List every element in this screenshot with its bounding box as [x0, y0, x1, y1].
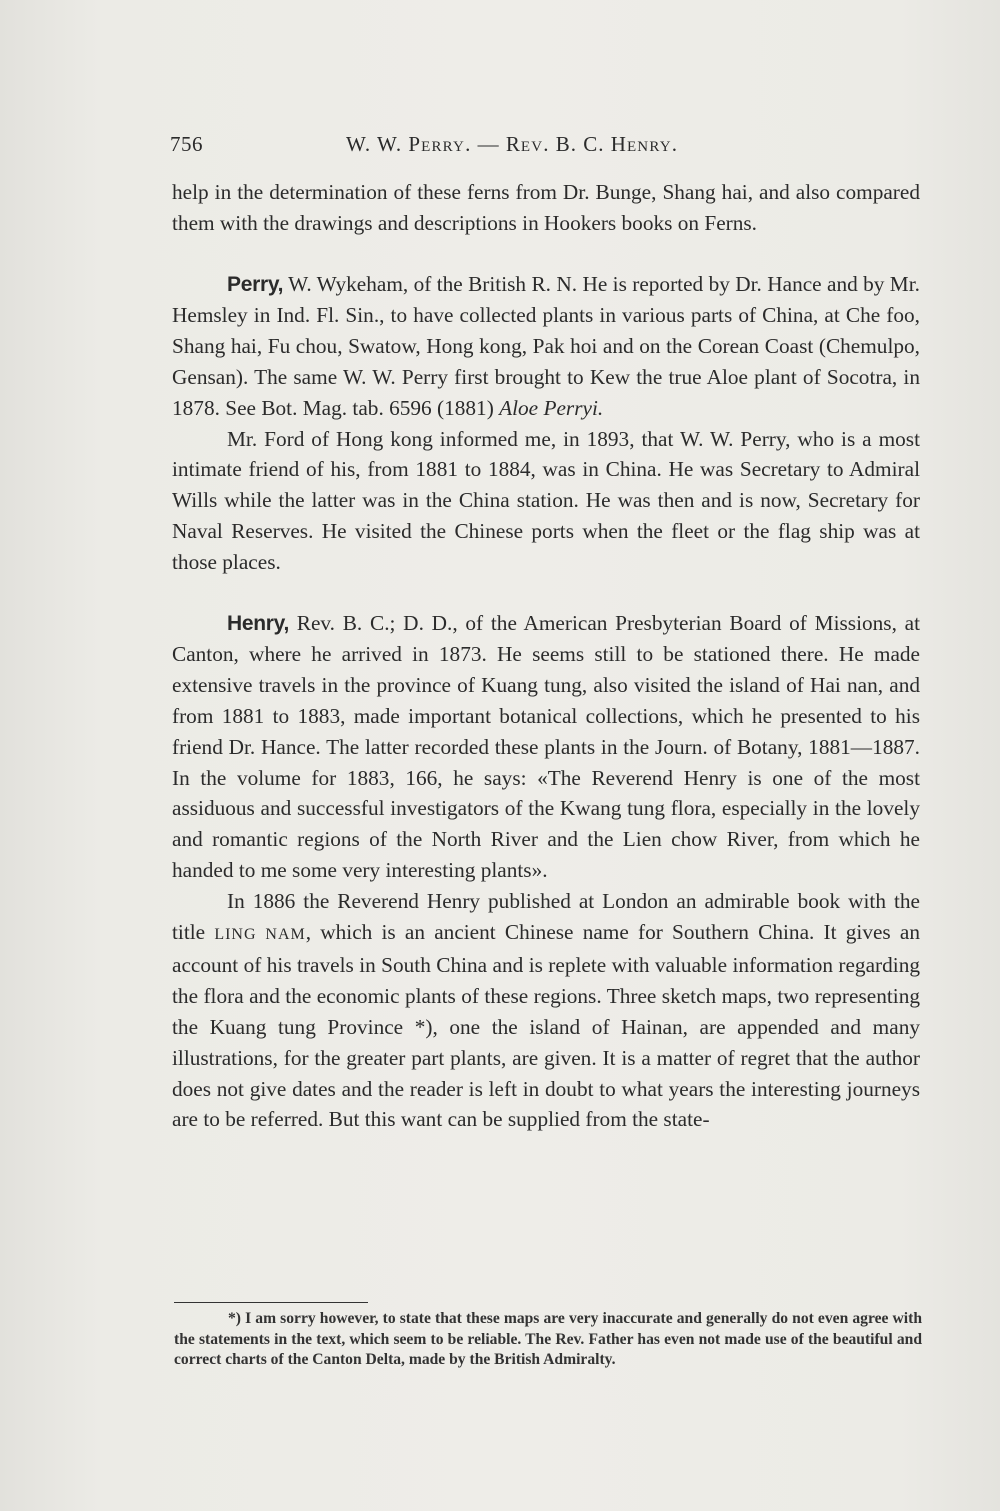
entry-name-henry: Henry,	[227, 611, 289, 635]
entry-name-perry: Perry,	[227, 272, 284, 296]
page-header	[170, 132, 922, 162]
paragraph-ling-nam: In 1886 the Reverend Henry published at London an admirable book with the title LING NAM, which is an ancient Chinese name for Southern China. It gives an account of his travels in South China and is replete with valuable information regarding the flora and the economic plants of these regions. Three sketch maps, two representing the Kuang tung Province *), one the island of Hainan, are appended and many illustrations, for the greater part plants, are given. It is a matter of regret that the author does not give dates and the reader is left in doubt to what years the interesting journeys are to be referred. But this want can be supplied from the state-	[172, 888, 921, 1132]
body-text	[172, 177, 920, 1135]
footnote-divider	[174, 1302, 368, 1303]
paragraph-ford: Mr. Ford of Hong kong informed me, in 1893, that W. W. Perry, who is a most intimate friend of his, from 1881 to 1884, was in China. He was Secretary to Admiral Wills while the latter was in the China station. He was then and is now, Secretary for Naval Reserves. He visited the Chinese ports when the fleet or the flag ship was at those places.	[172, 426, 920, 574]
entry-perry: Perry, W. Wykeham, of the British R. N. He is reported by Dr. Hance and by Mr. Hemsley in Ind. Fl. Sin., to have collected plants in various parts of China, at Che foo, Shang hai, Fu chou, Swatow, Hong kong, Pak hoi and on the Corean Coast (Chemulpo, Gensan). The same W. W. Perry first brought to Kew the true Aloe plant of Socotra, in 1878. See Bot. Mag. tab. 6596 (1881) Aloe Perryi.	[172, 271, 920, 420]
entry-henry: Henry, Rev. B. C.; D. D., of the American Presbyterian Board of Missions, at Canton, where he arrived in 1873. He seems still to be stationed there. He made extensive travels in the province of Kuang tung, also visited the island of Hai nan, and from 1881 to 1883, made important botanical collections, which he presented to his friend Dr. Hance. The latter recorded these plants in the Journ. of Botany, 1881—1887. In the volume for 1883, 166, he says: «The Reverend Henry is one of the most assiduous and successful investigators of the Kwang tung flora, especially in the lovely and romantic regions of the North River and the Lien chow River, from which he handed to me some very interesting plants».	[172, 610, 920, 882]
book-title: LING NAM	[214, 925, 306, 943]
page-number: 756	[170, 132, 203, 156]
running-head: W. W. PERRY. — REV. B. C. HENRY.	[346, 132, 678, 156]
paragraph-continuation: help in the determination of these ferns from Dr. Bunge, Shang hai, and also compared them with the drawings and descriptions in Hookers books on Ferns.	[172, 180, 920, 235]
footnote-text: *) I am sorry however, to state that these maps are very inaccurate and generally do not even agree with the statements in the text, which seem to be reliable. The Rev. Father has even not made use of the beautiful and correct charts of the Canton Delta, made by the British Admiralty.	[174, 1310, 922, 1368]
species-name: Aloe Perryi.	[499, 395, 604, 420]
footnote	[174, 1309, 922, 1371]
